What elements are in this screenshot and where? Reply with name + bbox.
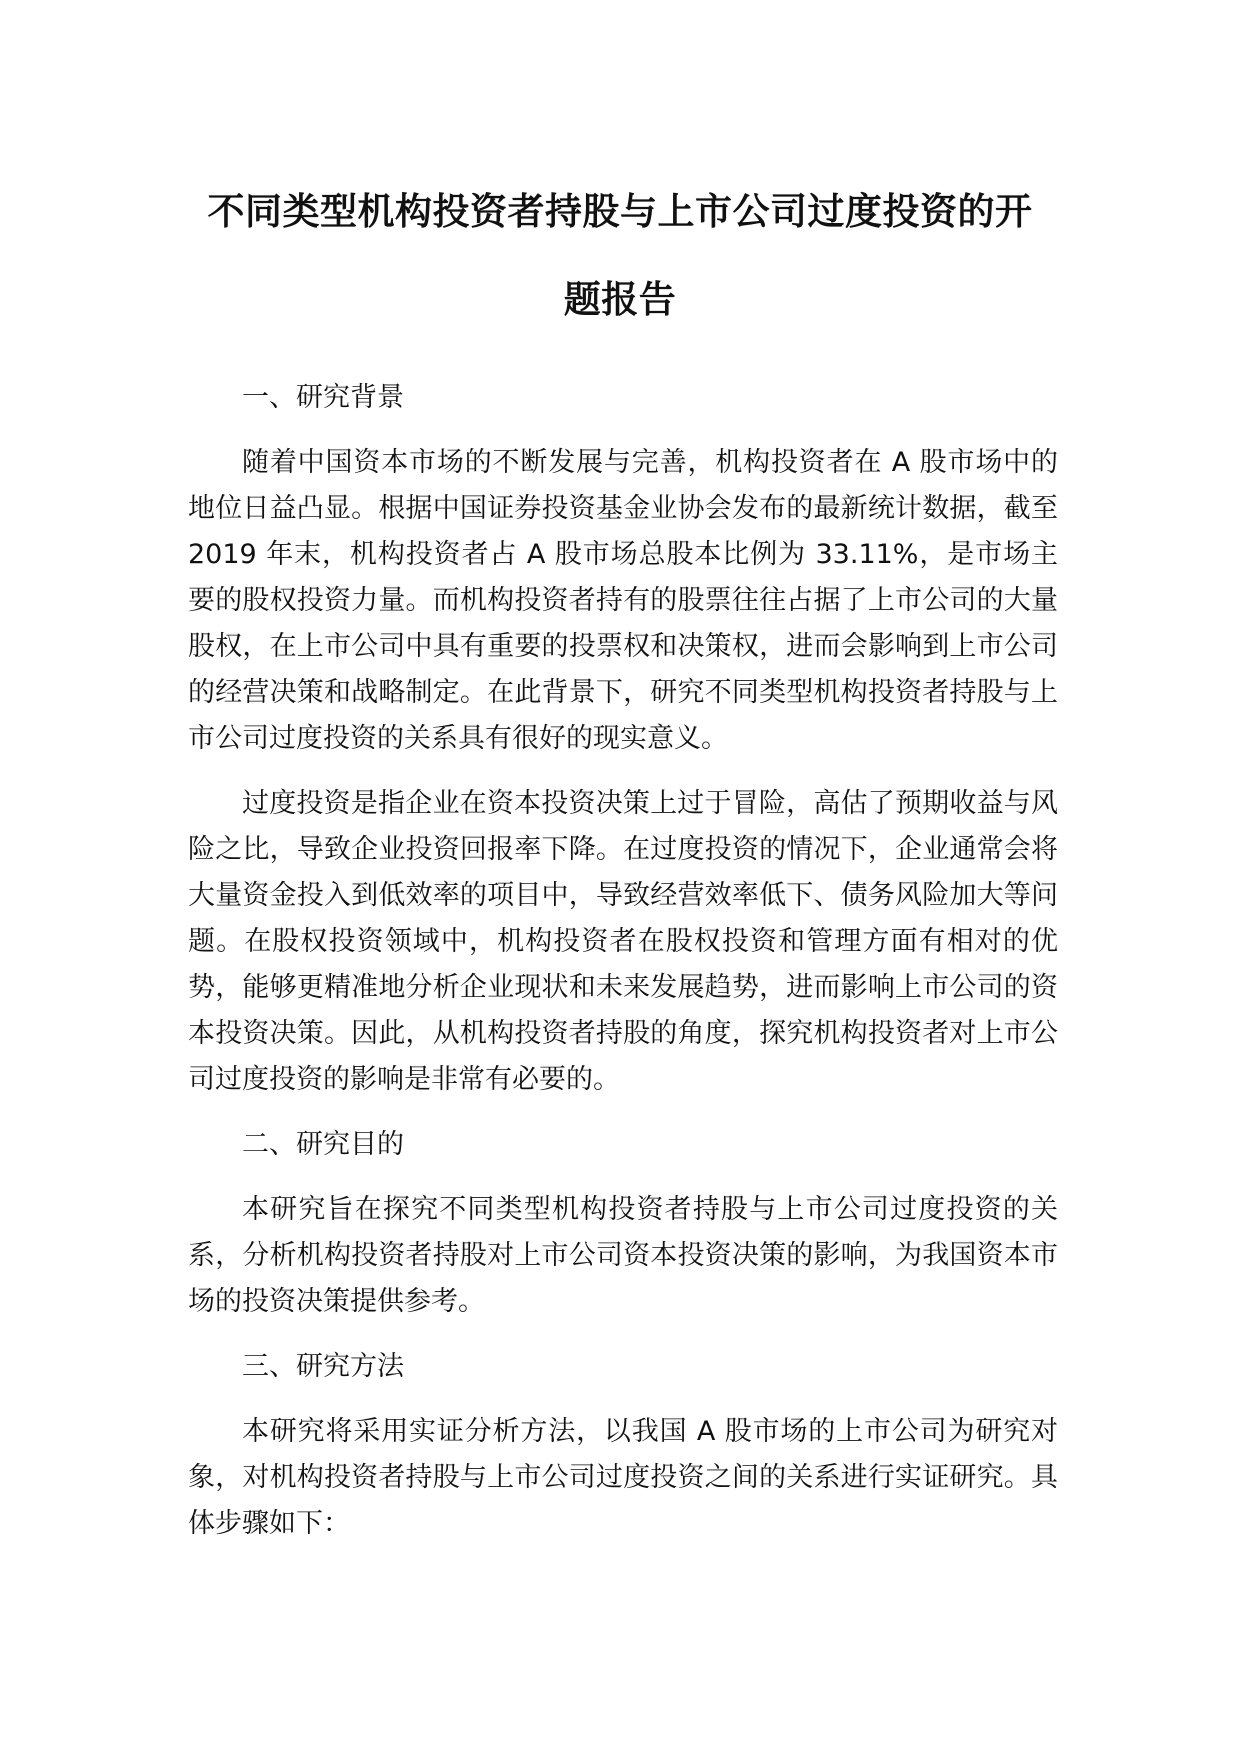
section-method	[188, 1344, 1058, 1547]
section-purpose	[188, 1122, 1058, 1325]
section-heading: 一、研究背景	[242, 382, 404, 413]
body-paragraph: 随着中国资本市场的不断发展与完善，机构投资者在 A 股市场中的地位日益凸显。根据中国证券投资基金业协会发布的最新统计数据，截至 2019 年末，机构投资者占 A 股市场总股本比例为 33.11%，是市场主要的股权投资力量。而机构投资者持有的股票往往占据了上市公司的大量股权，在上市公司中具有重要的投票权和决策权，进而会影响到上市公司的经营决策和战略制定。在此背景下，研究不同类型机构投资者持股与上市公司过度投资的关系具有很好的现实意义。	[188, 447, 1058, 754]
section-background	[188, 375, 1058, 1103]
section-heading: 三、研究方法	[242, 1351, 404, 1382]
body-paragraph: 本研究旨在探究不同类型机构投资者持股与上市公司过度投资的关系，分析机构投资者持股对上市公司资本投资决策的影响，为我国资本市场的投资决策提供参考。	[188, 1194, 1058, 1317]
body-paragraph: 本研究将采用实证分析方法，以我国 A 股市场的上市公司为研究对象，对机构投资者持股与上市公司过度投资之间的关系进行实证研究。具体步骤如下：	[188, 1416, 1058, 1539]
document-body	[188, 375, 1058, 1566]
document-title: 不同类型机构投资者持股与上市公司过度投资的开题报告	[207, 190, 1033, 321]
section-heading: 二、研究目的	[242, 1129, 404, 1160]
body-paragraph: 过度投资是指企业在资本投资决策上过于冒险，高估了预期收益与风险之比，导致企业投资回报率下降。在过度投资的情况下，企业通常会将大量资金投入到低效率的项目中，导致经营效率低下、债务风险加大等问题。在股权投资领域中，机构投资者在股权投资和管理方面有相对的优势，能够更精准地分析企业现状和未来发展趋势，进而影响上市公司的资本投资决策。因此，从机构投资者持股的角度，探究机构投资者对上市公司过度投资的影响是非常有必要的。	[188, 788, 1058, 1095]
